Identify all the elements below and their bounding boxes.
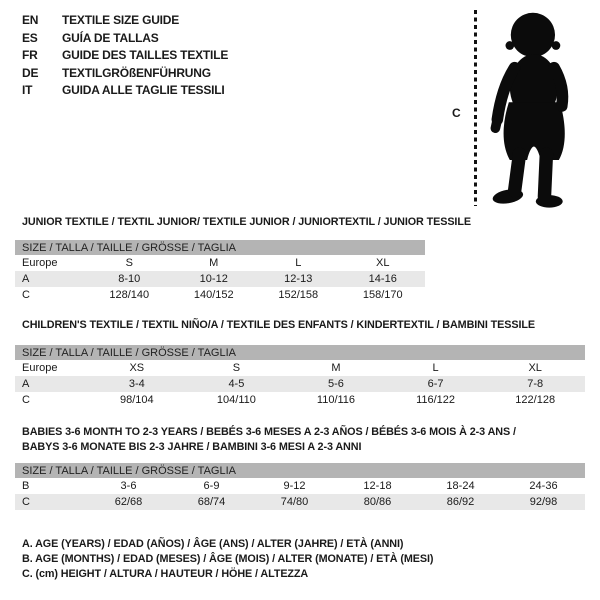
height-measure-figure	[450, 6, 595, 212]
row-label: Europe	[22, 257, 58, 269]
cell: 3-6	[120, 480, 137, 492]
baby-silhouette-icon	[483, 8, 578, 210]
row-label: A	[15, 376, 87, 392]
row-label: B	[22, 480, 30, 492]
cell: 12-18	[363, 480, 392, 492]
dashed-measure-line	[474, 10, 477, 206]
table-row	[15, 360, 585, 376]
table-row	[15, 287, 425, 303]
cell: 4-5	[187, 376, 287, 392]
cell: 140/152	[193, 289, 234, 301]
language-legend	[22, 12, 228, 100]
babies-section-heading	[22, 425, 516, 454]
cell: 8-10	[87, 271, 172, 287]
language-code: FR	[22, 48, 38, 62]
language-code: IT	[22, 83, 33, 97]
language-title: TEXTILGRÖßENFÜHRUNG	[62, 65, 211, 80]
language-row-fr	[22, 47, 228, 65]
language-title: GUIDE DES TAILLES TEXTILE	[62, 48, 229, 62]
table-header-label: SIZE / TALLA / TAILLE / GRÖSSE / TAGLIA	[15, 463, 585, 478]
cell: M	[209, 257, 219, 269]
cell: M	[331, 362, 341, 374]
cell: 7-8	[485, 376, 585, 392]
junior-size-table	[15, 240, 425, 303]
cell: S	[125, 257, 133, 269]
table-row	[15, 392, 585, 408]
row-label: C	[22, 394, 30, 406]
cell: 3-4	[87, 376, 187, 392]
language-title: GUIDA ALLE TAGLIE TESSILI	[62, 83, 225, 97]
footnote-b: B. AGE (MONTHS) / EDAD (MESES) / ÂGE (MOIS) / ALTER (MONATE) / ETÀ (MESI)	[22, 553, 434, 566]
cell: 24-36	[529, 480, 558, 492]
language-code: ES	[22, 30, 38, 45]
footnotes	[22, 537, 433, 583]
cell: L	[432, 362, 439, 374]
language-code: EN	[22, 13, 39, 27]
cell: 68/74	[170, 494, 253, 510]
height-measure-label: C	[452, 106, 461, 120]
table-row	[15, 271, 425, 287]
language-row-de	[22, 65, 228, 83]
cell: 92/98	[502, 494, 585, 510]
babies-heading-line1: BABIES 3-6 MONTH TO 2-3 YEARS / BEBÉS 3-6 MESES A 2-3 AÑOS / BÉBÉS 3-6 MOIS À 2-3 ANS /	[22, 426, 516, 438]
cell: 14-16	[341, 271, 426, 287]
cell: 10-12	[172, 271, 257, 287]
cell: 128/140	[109, 289, 150, 301]
table-row	[15, 478, 585, 494]
cell: L	[295, 257, 302, 269]
table-header-label: SIZE / TALLA / TAILLE / GRÖSSE / TAGLIA	[15, 345, 585, 360]
row-label: C	[15, 494, 87, 510]
cell: 86/92	[419, 494, 502, 510]
junior-section-heading: JUNIOR TEXTILE / TEXTIL JUNIOR/ TEXTILE JUNIOR / JUNIORTEXTIL / JUNIOR TESSILE	[22, 216, 471, 228]
table-row	[15, 376, 585, 392]
table-header-label: SIZE / TALLA / TAILLE / GRÖSSE / TAGLIA	[15, 240, 425, 255]
row-label: Europe	[22, 362, 58, 374]
cell: XL	[528, 362, 542, 374]
children-section-heading: CHILDREN'S TEXTILE / TEXTIL NIÑO/A / TEXTILE DES ENFANTS / KINDERTEXTIL / BAMBINI TESSILE	[22, 319, 535, 331]
cell: 122/128	[515, 394, 556, 406]
cell: S	[232, 362, 241, 374]
cell: 18-24	[446, 480, 475, 492]
footnote-a: A. AGE (YEARS) / EDAD (AÑOS) / ÂGE (ANS) / ALTER (JAHRE) / ETÀ (ANNI)	[22, 538, 404, 550]
cell: 6-9	[203, 480, 220, 492]
row-label: C	[22, 289, 30, 301]
language-row-en	[22, 12, 228, 30]
table-row	[15, 255, 425, 271]
cell: XS	[129, 362, 145, 374]
table-header-row	[15, 463, 585, 478]
cell: 5-6	[286, 376, 386, 392]
table-header-row	[15, 345, 585, 360]
language-title: GUÍA DE TALLAS	[62, 30, 159, 45]
cell: 98/104	[119, 394, 154, 406]
cell: XL	[376, 257, 390, 269]
children-size-table	[15, 345, 585, 408]
cell: 116/122	[416, 394, 456, 406]
cell: 152/158	[278, 289, 319, 301]
language-code: DE	[22, 65, 39, 80]
cell: 12-13	[256, 271, 341, 287]
cell: 158/170	[362, 289, 403, 301]
language-row-it	[22, 82, 228, 100]
table-header-row	[15, 240, 425, 255]
language-title: TEXTILE SIZE GUIDE	[62, 13, 180, 27]
table-row	[15, 494, 585, 510]
language-row-es	[22, 30, 228, 48]
cell: 110/116	[316, 394, 356, 406]
cell: 62/68	[87, 494, 170, 510]
cell: 80/86	[336, 494, 419, 510]
cell: 104/110	[216, 394, 256, 406]
cell: 9-12	[283, 480, 306, 492]
row-label: A	[15, 271, 87, 287]
footnote-c: C. (cm) HEIGHT / ALTURA / HAUTEUR / HÖHE / ALTEZZA	[22, 568, 309, 581]
cell: 6-7	[386, 376, 486, 392]
babies-heading-line2: BABYS 3-6 MONATE BIS 2-3 JAHRE / BAMBINI 3-6 MESI A 2-3 ANNI	[22, 440, 362, 453]
cell: 74/80	[253, 494, 336, 510]
babies-size-table	[15, 463, 585, 510]
